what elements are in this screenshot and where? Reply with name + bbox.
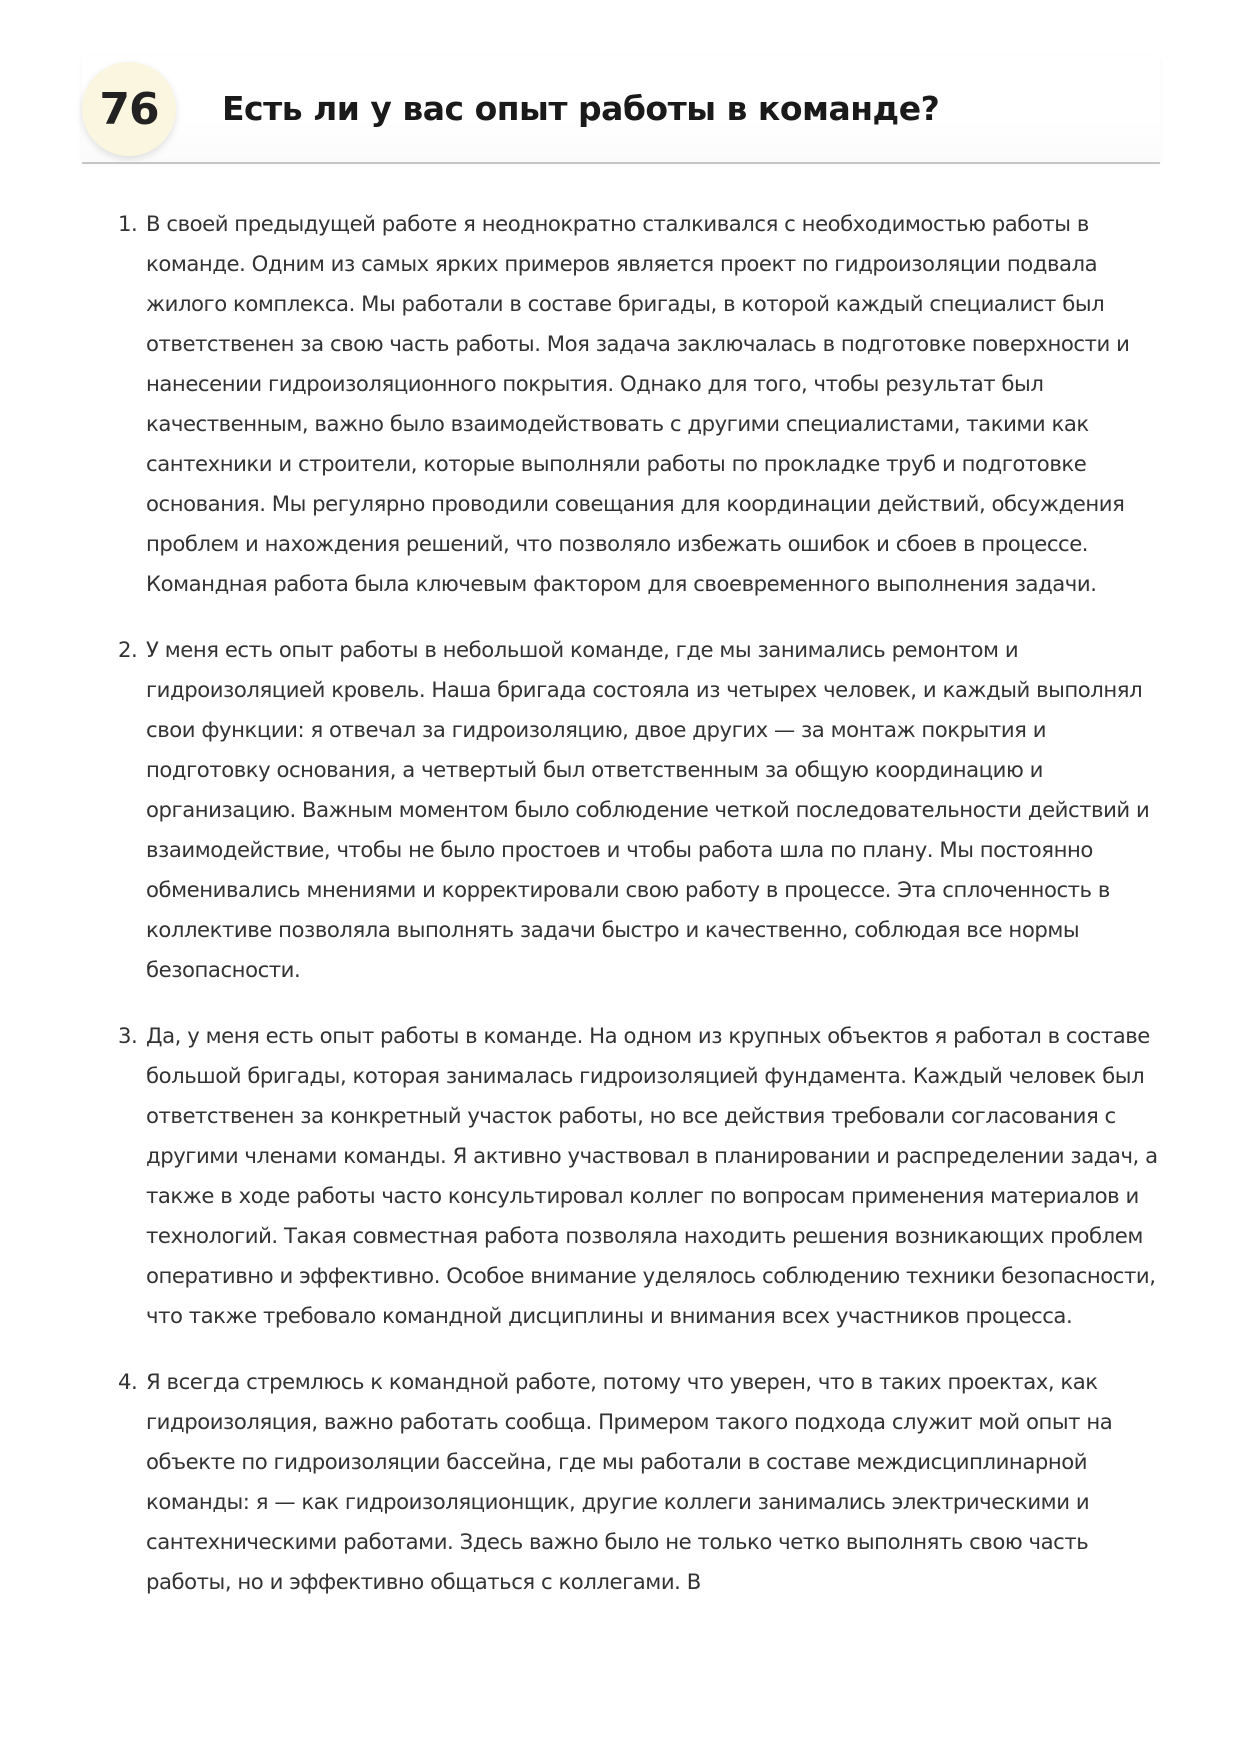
question-header [82, 56, 1160, 164]
answer-text: В своей предыдущей работе я неоднократно сталкивался с необходимостью работы в команде. Одним из самых ярких примеров является проект по гидроизоляции подвала жилого комплекса. Мы работали в составе бригады, в которой каждый специалист был ответственен за свою часть работы. Моя задача заключалась в подготовке поверхности и нанесении гидроизоляционного покрытия. Однако для того, чтобы результат был качественным, важно было взаимодействовать с другими специалистами, такими как сантехники и строители, которые выполняли работы по прокладке труб и подготовке основания. Мы регулярно проводили совещания для координации действий, обсуждения проблем и нахождения решений, что позволяло избежать ошибок и сбоев в процессе. Командная работа была ключевым фактором для своевременного выполнения задачи. [146, 211, 1130, 596]
answer-number: 2. [118, 637, 138, 662]
answer-number: 1. [118, 211, 138, 236]
answer-item [118, 630, 1162, 990]
answer-number: 4. [118, 1369, 138, 1394]
answer-item [118, 204, 1162, 604]
answer-number: 3. [118, 1023, 138, 1048]
answer-text: Да, у меня есть опыт работы в команде. На одном из крупных объектов я работал в составе большой бригады, которая занималась гидроизоляцией фундамента. Каждый человек был ответственен за конкретный участок работы, но все действия требовали согласования с другими членами команды. Я активно участвовал в планировании и распределении задач, а также в ходе работы часто консультировал коллег по вопросам применения материалов и технологий. Такая совместная работа позволяла находить решения возникающих проблем оперативно и эффективно. Особое внимание уделялось соблюдению техники безопасности, что также требовало командной дисциплины и внимания всех участников процесса. [146, 1023, 1158, 1328]
answer-text: У меня есть опыт работы в небольшой команде, где мы занимались ремонтом и гидроизоляцией кровель. Наша бригада состояла из четырех человек, и каждый выполнял свои функции: я отвечал за гидроизоляцию, двое других — за монтаж покрытия и подготовку основания, а четвертый был ответственным за общую координацию и организацию. Важным моментом было соблюдение четкой последовательности действий и взаимодействие, чтобы не было простоев и чтобы работа шла по плану. Мы постоянно обменивались мнениями и корректировали свою работу в процессе. Эта сплоченность в коллективе позволяла выполнять задачи быстро и качественно, соблюдая все нормы безопасности. [146, 637, 1150, 982]
question-title: Есть ли у вас опыт работы в команде? [222, 89, 940, 128]
answer-text: Я всегда стремлюсь к командной работе, потому что уверен, что в таких проектах, как гидроизоляция, важно работать сообща. Примером такого подхода служит мой опыт на объекте по гидроизоляции бассейна, где мы работали в составе междисциплинарной команды: я — как гидроизоляционщик, другие коллеги занимались электрическими и сантехническими работами. Здесь важно было не только четко выполнять свою часть работы, но и эффективно общаться с коллегами. В [146, 1369, 1113, 1594]
answer-list [118, 204, 1162, 1628]
header-divider [82, 162, 1160, 164]
question-number-badge: 76 [82, 62, 176, 156]
answer-item [118, 1362, 1162, 1602]
answer-item [118, 1016, 1162, 1336]
